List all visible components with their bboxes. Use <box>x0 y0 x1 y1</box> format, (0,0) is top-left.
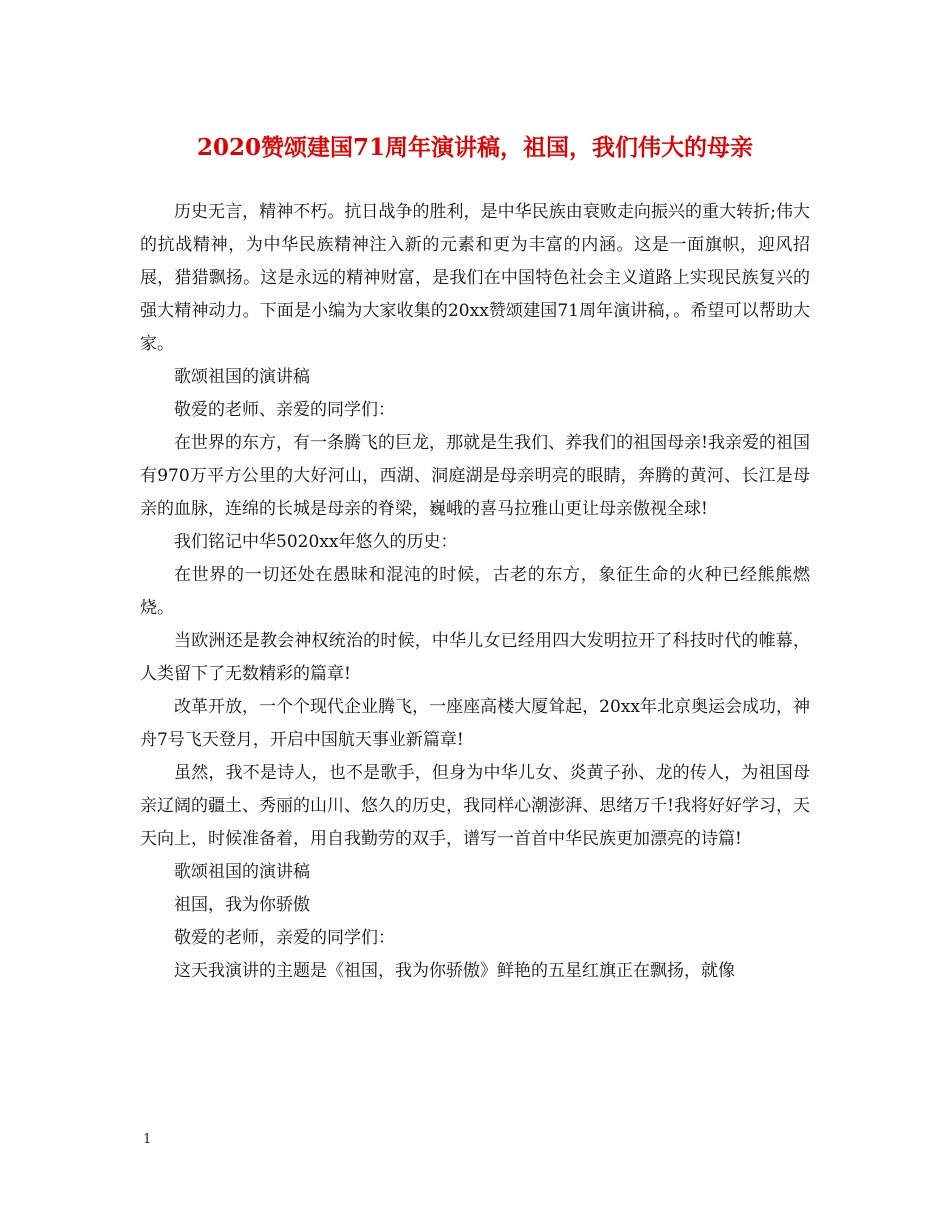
paragraph-intro: 历史无言，精神不朽。抗日战争的胜利，是中华民族由衰败走向振兴的重大转折;伟大的抗战精神，为中华民族精神注入新的元素和更为丰富的内涵。这是一面旗帜，迎风招展，猎猎飘扬。这是永远的精神财富，是我们在中国特色社会主义道路上实现民族复兴的强大精神动力。下面是小编为大家收集的20xx赞颂建国71周年演讲稿，。希望可以帮助大家。 <box>140 202 810 354</box>
paragraph: 这天我演讲的主题是《祖国，我为你骄傲》鲜艳的五星红旗正在飘扬，就像 <box>174 961 735 981</box>
paragraph: 在世界的一切还处在愚昧和混沌的时候，古老的东方，象征生命的火种已经熊熊燃烧。 <box>140 565 810 618</box>
paragraph: 我们铭记中华5020xx年悠久的历史： <box>174 532 458 552</box>
paragraph: 虽然，我不是诗人，也不是歌手，但身为中华儿女、炎黄子孙、龙的传人，为祖国母亲辽阔的疆土、秀丽的山川、悠久的历史，我同样心潮澎湃、思绪万千!我将好好学习，天天向上，时候准备着，用自我勤劳的双手，谱写一首首中华民族更加漂亮的诗篇! <box>140 763 810 849</box>
paragraph-subtitle: 祖国，我为你骄傲 <box>174 895 310 915</box>
paragraph-salutation-2: 敬爱的老师，亲爱的同学们： <box>174 928 395 948</box>
paragraph-salutation-1: 敬爱的老师、亲爱的同学们： <box>174 400 395 420</box>
paragraph: 改革开放，一个个现代企业腾飞，一座座高楼大厦耸起，20xx年北京奥运会成功，神舟7号飞天登月，开启中国航天事业新篇章! <box>140 697 810 750</box>
page-number: 1 <box>143 1132 152 1147</box>
document-title: 2020赞颂建国71周年演讲稿，祖国，我们伟大的母亲 <box>196 134 754 161</box>
paragraph-heading-1: 歌颂祖国的演讲稿 <box>174 367 310 387</box>
document-body <box>140 196 810 988</box>
paragraph: 当欧洲还是教会神权统治的时候，中华儿女已经用四大发明拉开了科技时代的帷幕，人类留下了无数精彩的篇章! <box>140 631 810 684</box>
paragraph: 在世界的东方，有一条腾飞的巨龙，那就是生我们、养我们的祖国母亲!我亲爱的祖国有970万平方公里的大好河山，西湖、洞庭湖是母亲明亮的眼睛，奔腾的黄河、长江是母亲的血脉，连绵的长城是母亲的脊梁，巍峨的喜马拉雅山更让母亲傲视全球! <box>140 433 810 519</box>
paragraph-heading-2: 歌颂祖国的演讲稿 <box>174 862 310 882</box>
